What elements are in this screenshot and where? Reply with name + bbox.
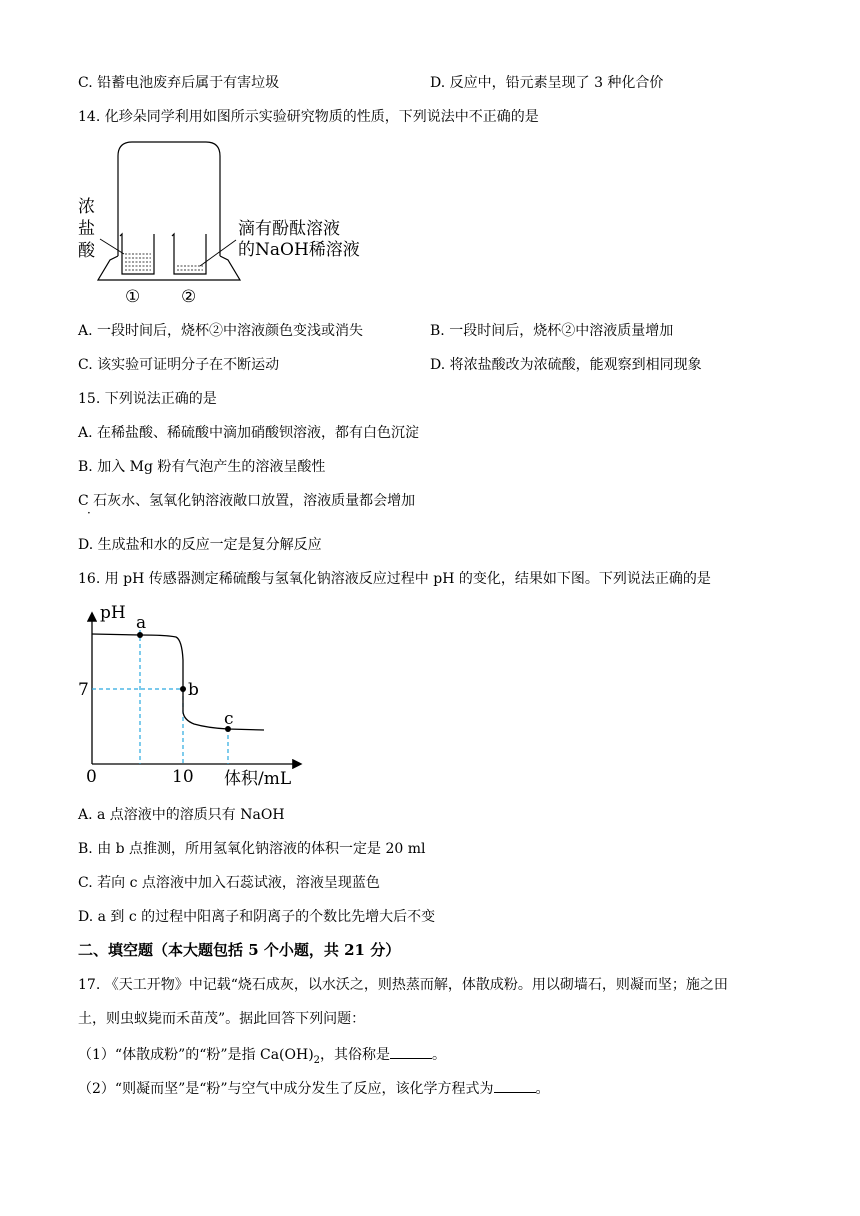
point-c-label: c xyxy=(224,709,234,729)
dot-mark: · xyxy=(87,506,91,520)
q15-option-d: D. 生成盐和水的反应一定是复分解反应 xyxy=(78,537,322,553)
q17-sub2-end: 。 xyxy=(535,1081,550,1097)
q17-sub1-end: 。 xyxy=(432,1047,447,1063)
y-tick-7: 7 xyxy=(78,680,89,700)
x-axis-label: 体积/mL xyxy=(224,769,292,789)
pointer-left xyxy=(100,239,124,254)
ph-curve xyxy=(92,634,264,730)
q17-blank-1[interactable] xyxy=(390,1044,432,1059)
q17-sub2 xyxy=(78,1078,550,1098)
section-heading: 二、填空题（本大题包括 5 个小题，共 21 分） xyxy=(78,941,401,959)
q17-sub1-subscript: 2 xyxy=(313,1054,321,1066)
q17-stem-line1: 17. 《天工开物》中记载“烧石成灰，以水沃之，则热蒸而解，体散成粉。用以砌墙石，则凝而坚；施之田 xyxy=(78,977,728,993)
q17-sub1 xyxy=(78,1044,446,1070)
q13-option-d: D. 反应中，铅元素呈现了 3 种化合价 xyxy=(430,75,664,91)
q17-blank-2[interactable] xyxy=(494,1078,536,1093)
q16-option-d: D. a 到 c 的过程中阳离子和阴离子的个数比先增大后不变 xyxy=(78,909,436,925)
q14-option-a: A. 一段时间后，烧杯②中溶液颜色变浅或消失 xyxy=(78,323,364,339)
q16-option-c: C. 若向 c 点溶液中加入石蕊试液，溶液呈现蓝色 xyxy=(78,875,380,891)
q16-stem: 16. 用 pH 传感器测定稀硫酸与氢氧化钠溶液反应过程中 pH 的变化，结果如下图。下列说法正确的是 xyxy=(78,571,711,587)
q17-sub1-suffix: ，其俗称是 xyxy=(320,1047,391,1063)
q17-sub1-prefix: （1）“体散成粉”的“粉”是指 Ca(OH) xyxy=(78,1047,314,1063)
q16-option-b: B. 由 b 点推测，所用氢氧化钠溶液的体积一定是 20 ml xyxy=(78,841,426,857)
point-a-label: a xyxy=(136,613,147,633)
label-acid-2: 盐 xyxy=(78,219,95,239)
q15-option-a: A. 在稀盐酸、稀硫酸中滴加硝酸钡溶液，都有白色沉淀 xyxy=(78,425,420,441)
label-beaker-2: ② xyxy=(181,287,197,307)
y-axis-label: pH xyxy=(100,603,126,623)
q13-option-c: C. 铅蓄电池废弃后属于有害垃圾 xyxy=(78,75,280,91)
q16-ph-graph xyxy=(78,600,318,792)
origin-label: 0 xyxy=(86,767,97,787)
label-acid-1: 浓 xyxy=(78,197,95,217)
q14-option-b: B. 一段时间后，烧杯②中溶液质量增加 xyxy=(430,323,674,339)
q15-stem: 15. 下列说法正确的是 xyxy=(78,391,217,407)
q16-option-a: A. a 点溶液中的溶质只有 NaOH xyxy=(78,807,285,823)
beaker-2 xyxy=(172,234,206,274)
q15-option-b: B. 加入 Mg 粉有气泡产生的溶液呈酸性 xyxy=(78,459,326,475)
bell-jar xyxy=(118,142,220,256)
label-naoh-2: 的NaOH稀溶液 xyxy=(238,240,360,260)
q15-option-c: C 石灰水、氢氧化钠溶液敞口放置，溶液质量都会增加 xyxy=(78,493,416,509)
q14-option-d: D. 将浓盐酸改为浓硫酸，能观察到相同现象 xyxy=(430,357,702,373)
q14-option-c: C. 该实验可证明分子在不断运动 xyxy=(78,357,280,373)
q17-sub2-prefix: （2）“则凝而坚”是“粉”与空气中成分发生了反应，该化学方程式为 xyxy=(78,1081,494,1097)
jar-base xyxy=(98,256,240,280)
q14-figure xyxy=(70,138,370,308)
point-b-label: b xyxy=(188,680,199,700)
label-naoh-1: 滴有酚酞溶液 xyxy=(238,219,340,239)
point-b-dot xyxy=(180,686,186,692)
x-tick-10: 10 xyxy=(172,767,194,787)
q17-stem-line2: 土，则虫蚁毙而禾苗茂”。据此回答下列问题： xyxy=(78,1011,366,1027)
label-beaker-1: ① xyxy=(125,287,141,307)
q14-stem: 14. 化珍朵同学利用如图所示实验研究物质的性质，下列说法中不正确的是 xyxy=(78,109,539,125)
label-acid-3: 酸 xyxy=(78,241,95,261)
